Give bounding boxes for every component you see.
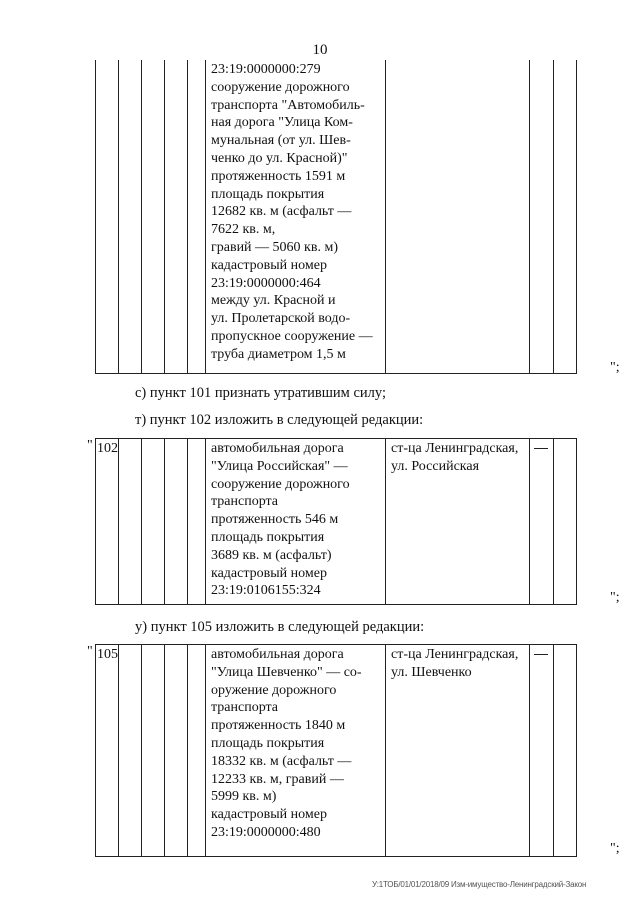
description-line: сооружение дорожного [211, 79, 350, 95]
cell-empty [554, 645, 577, 857]
description-line: "Улица Шевченко" — со- [211, 664, 362, 680]
dash-mark [534, 448, 548, 449]
description-line: транспорта "Автомобиль- [211, 97, 365, 113]
cell-address [386, 645, 530, 857]
property-table-row-105 [95, 644, 577, 857]
dash-mark [534, 654, 548, 655]
cell-empty [165, 645, 188, 857]
cell-empty [188, 439, 206, 605]
description-line: между ул. Красной и [211, 293, 336, 309]
cell-number [96, 60, 119, 373]
cell-description [206, 60, 386, 373]
cell-empty [530, 60, 554, 373]
cell-empty [119, 645, 142, 857]
description-line: площадь покрытия [211, 735, 325, 751]
address-line: ст-ца Ленинградская, [391, 441, 519, 456]
cell-number: 102 [96, 439, 119, 605]
document-footer: У:1ТОБ/01/01/2018/09 Изм-имущество-Ленинградский-Закон [372, 880, 587, 889]
description-line: протяженность 1591 м [211, 168, 346, 184]
description-line: 12682 кв. м (асфальт — [211, 204, 352, 220]
description-line: 3689 кв. м (асфальт) [211, 547, 332, 563]
cell-description [206, 645, 386, 857]
description-line: 18332 кв. м (асфальт — [211, 753, 352, 769]
property-table-row-102 [95, 438, 577, 605]
closing-quote-mark: "; [610, 590, 620, 605]
paragraph-s: с) пункт 101 признать утратившим силу; [135, 385, 387, 401]
description-line: пропускное сооружение — [211, 328, 373, 344]
description-line: транспорта [211, 700, 279, 716]
description-line: протяженность 1840 м [211, 718, 346, 734]
address-line: ул. Шевченко [391, 664, 472, 680]
address-line: ул. Российская [391, 458, 480, 474]
description-line: оружение дорожного [211, 682, 337, 698]
description-line: кадастровый номер [211, 257, 327, 273]
closing-quote-mark: "; [610, 360, 620, 375]
paragraph-u: у) пункт 105 изложить в следующей редакции: [135, 619, 425, 635]
description-line: кадастровый номер [211, 807, 327, 823]
description-line: кадастровый номер [211, 565, 327, 581]
cell-empty [142, 645, 165, 857]
cell-address [386, 60, 530, 373]
description-line: 23:19:0000000:464 [211, 275, 321, 291]
description-line: "Улица Российская" — [211, 458, 348, 474]
opening-quote-mark: " [87, 644, 93, 659]
description-line: сооружение дорожного [211, 476, 350, 492]
description-line: 7622 кв. м, [211, 222, 276, 238]
description-line: мунальная (от ул. Шев- [211, 133, 351, 149]
description-line: 12233 кв. м, гравий — [211, 771, 344, 787]
cell-dash [530, 645, 554, 857]
cell-empty [188, 645, 206, 857]
description-line: труба диаметром 1,5 м [211, 346, 346, 362]
description-line: ная дорога "Улица Ком- [211, 115, 353, 131]
cell-empty [142, 439, 165, 605]
closing-quote-mark: "; [610, 841, 620, 856]
cell-number: 105 [96, 645, 119, 857]
opening-quote-mark: " [87, 438, 93, 453]
cell-empty [165, 439, 188, 605]
description-line: ченко до ул. Красной)" [211, 150, 348, 166]
cell-address [386, 439, 530, 605]
cell-empty [165, 60, 188, 373]
page-number: 10 [312, 42, 328, 58]
description-line: гравий — 5060 кв. м) [211, 239, 338, 255]
cell-empty [119, 60, 142, 373]
description-line: автомобильная дорога [211, 441, 344, 456]
description-line: транспорта [211, 494, 279, 510]
cell-empty [554, 439, 577, 605]
description-line: 23:19:0000000:480 [211, 824, 321, 840]
description-line: площадь покрытия [211, 186, 325, 202]
description-line: протяженность 546 м [211, 512, 339, 528]
cell-empty [119, 439, 142, 605]
description-line: 5999 кв. м) [211, 789, 277, 805]
cell-empty [554, 60, 577, 373]
cell-empty [142, 60, 165, 373]
description-line: 23:19:0000000:279 [211, 62, 321, 77]
description-line: ул. Пролетарской водо- [211, 311, 351, 327]
address-line: ст-ца Ленинградская, [391, 647, 519, 662]
property-table-continued [95, 60, 577, 374]
description-line: автомобильная дорога [211, 647, 344, 662]
cell-description [206, 439, 386, 605]
description-line: площадь покрытия [211, 529, 325, 545]
description-line: 23:19:0106155:324 [211, 583, 321, 599]
cell-dash [530, 439, 554, 605]
cell-empty [188, 60, 206, 373]
paragraph-t: т) пункт 102 изложить в следующей редакции: [135, 412, 424, 428]
